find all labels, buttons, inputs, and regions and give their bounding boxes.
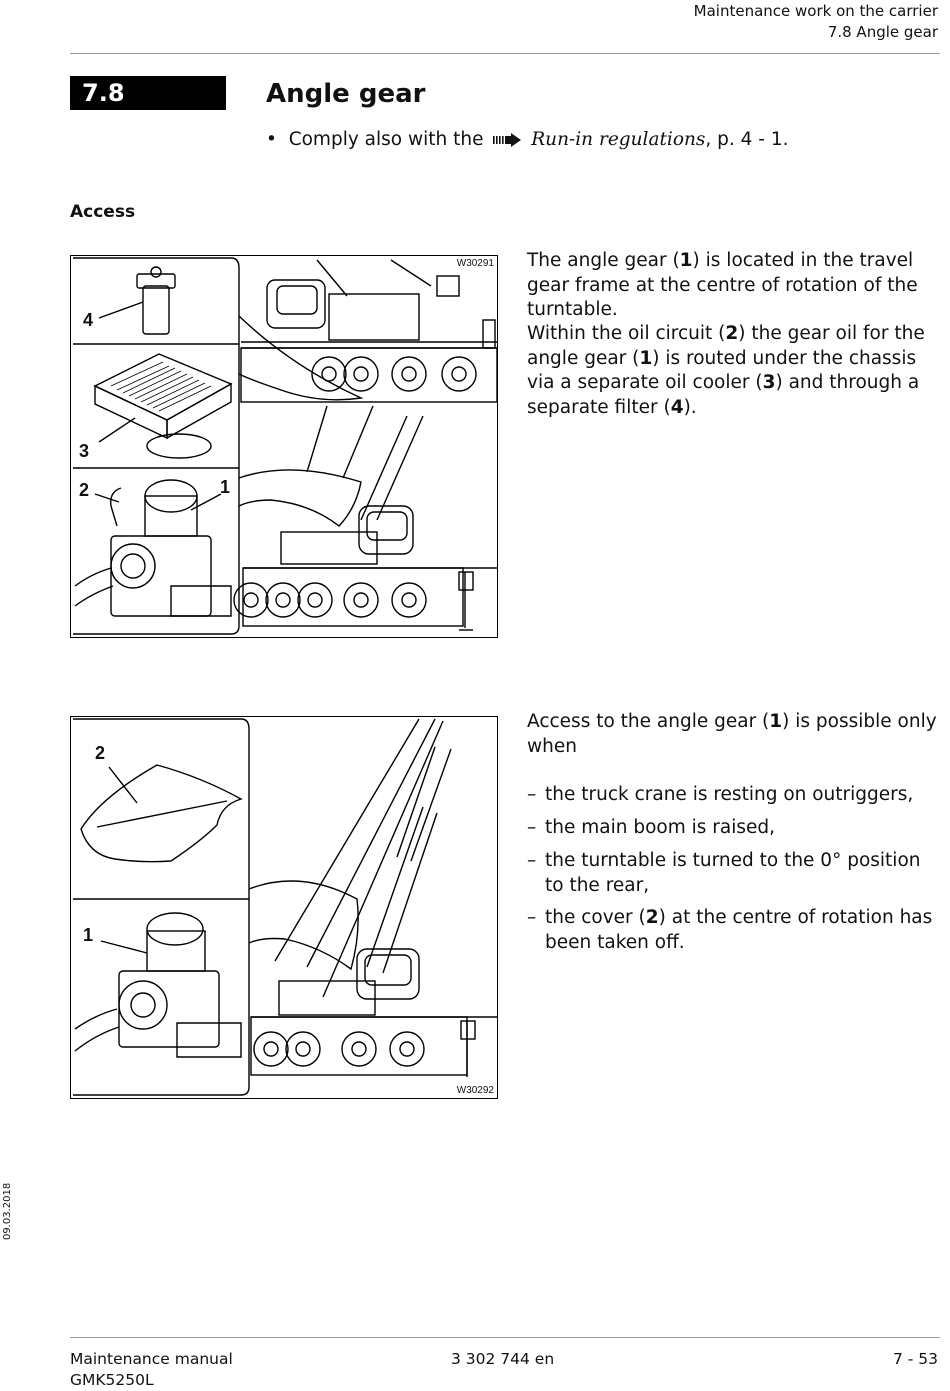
footer-doc-number: 3 302 744 en xyxy=(451,1350,555,1368)
callout-4: 4 xyxy=(83,310,94,330)
oil-circuit-paragraph: Within the oil circuit (2) the gear oil for the angle gear (1) is routed under the chassis via a separate oil cooler (3) and through a separate filter (4). xyxy=(527,323,925,418)
ref-number: 3 xyxy=(762,372,776,393)
figure-id: W30291 xyxy=(456,258,494,269)
bullet-suffix: , p. 4 - 1. xyxy=(705,129,789,150)
running-header xyxy=(694,1,938,43)
location-paragraph: The angle gear (1) is located in the travel gear frame at the centre of rotation of the turntable. xyxy=(527,250,918,320)
figure-w30292 xyxy=(70,716,498,1099)
ref-number: 1 xyxy=(639,347,653,369)
callout-2: 2 xyxy=(95,743,106,763)
section-number: 7.8 xyxy=(70,76,226,110)
condition-item: – the cover (2) at the centre of rotation has been taken off. xyxy=(527,907,933,953)
reference-bullet xyxy=(266,127,789,153)
ref-number: 2 xyxy=(645,907,659,928)
callout-1: 1 xyxy=(220,477,231,497)
arrow-reference-icon xyxy=(493,133,523,147)
ref-number: 1 xyxy=(769,711,783,732)
dash-marker: – xyxy=(527,850,537,871)
dash-marker: – xyxy=(527,817,537,838)
dash-marker: – xyxy=(527,907,537,928)
footer-model: GMK5250L xyxy=(70,1371,154,1389)
figure-w30291 xyxy=(70,255,498,638)
angle-gear-location-illustration xyxy=(71,256,497,637)
bullet-prefix: Comply also with the xyxy=(288,129,484,150)
condition-item: – the truck crane is resting on outriggers, xyxy=(527,783,940,808)
bullet-symbol: • xyxy=(266,129,277,150)
callout-3: 3 xyxy=(79,441,90,461)
figure-id: W30292 xyxy=(456,1085,494,1096)
header-chapter: Maintenance work on the carrier xyxy=(693,2,938,20)
ref-number: 4 xyxy=(670,396,684,418)
run-in-regulations-link[interactable]: Run-in regulations xyxy=(531,129,706,150)
dash-marker: – xyxy=(527,784,537,805)
page-number: 7 - 53 xyxy=(892,1350,938,1368)
callout-2: 2 xyxy=(79,480,90,500)
footer-manual-title: Maintenance manual xyxy=(70,1350,233,1368)
condition-item: – the main boom is raised, xyxy=(527,816,940,841)
section-title: Angle gear xyxy=(266,79,426,109)
ref-number: 2 xyxy=(725,323,739,344)
footer-rule xyxy=(70,1337,940,1338)
footer-manual xyxy=(70,1349,233,1391)
condition-item: – the turntable is turned to the 0° position to the rear, xyxy=(527,850,921,896)
angle-gear-access-illustration xyxy=(71,717,497,1098)
access-heading: Access xyxy=(70,202,136,222)
header-rule xyxy=(70,53,940,54)
ref-number: 1 xyxy=(679,250,693,271)
header-section: 7.8 Angle gear xyxy=(827,23,938,41)
access-intro-paragraph: Access to the angle gear (1) is possible only when xyxy=(527,711,937,757)
revision-date: 09.03.2018 xyxy=(2,1182,13,1240)
callout-1: 1 xyxy=(83,925,94,945)
